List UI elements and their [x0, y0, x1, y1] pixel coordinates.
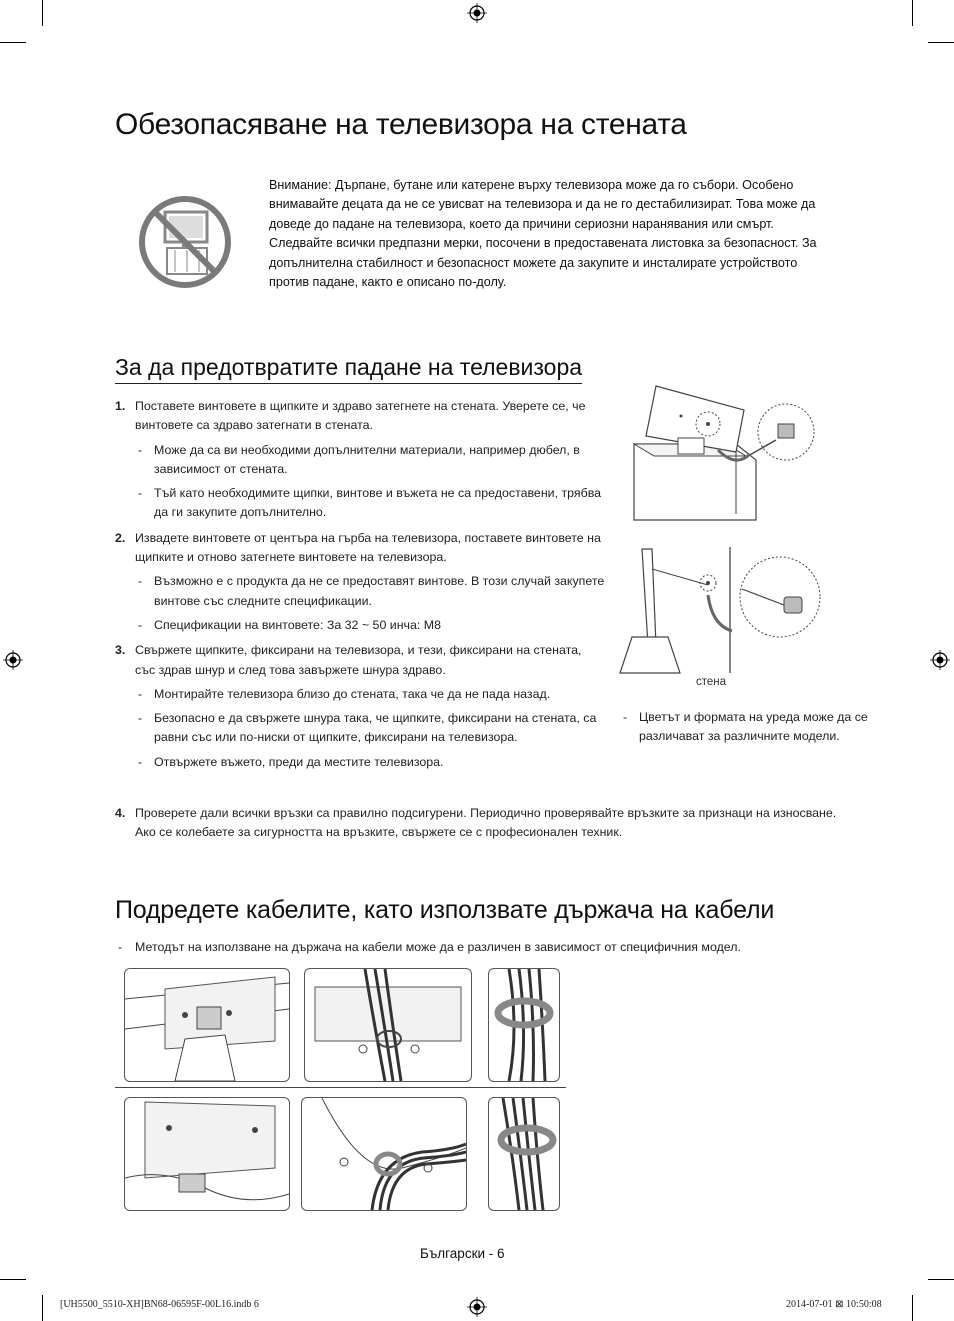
cable-panel-1	[124, 968, 290, 1082]
tv-on-stand-illustration	[626, 384, 826, 526]
registration-mark-icon	[467, 1297, 487, 1317]
footer-file-name: [UH5500_5510-XH]BN68-06595F-00L16.indb 6	[60, 1299, 259, 1310]
step-item	[115, 397, 605, 523]
step-text: Проверете дали всички връзки са правилно подсигурени. Периодично проверявайте връзките за признаци на износване. Ако се колебаете за сигурността на връзките, свържете се с професионален техник.	[135, 806, 837, 840]
crop-mark	[928, 42, 954, 43]
warning-text: Внимание: Дърпане, бутане или катерене върху телевизора може да го събори. Особено внимавайте децата да не се увисват на телевизора и да не го дестабилизират. Това може да доведе до падане на телевизора, което да причини сериозни наранявания или смърт. Следвайте всички предпазни мерки, посочени в предоставената листовка за безопасност. За допълнителна стабилност и безопасност можете да закупите и инсталирате устройството против падане, както е описано по-долу.	[269, 178, 817, 290]
sub-item: - Тъй като необходимите щипки, винтове и въжета не са предоставени, трябва да ги закупите допълнително.	[135, 484, 605, 523]
sub-item: - Спецификации на винтовете: За 32 ~ 50 инча: M8	[135, 616, 605, 635]
registration-mark-icon	[930, 650, 950, 670]
crop-mark	[912, 0, 913, 26]
page-title: Обезопасяване на телевизора на стената	[115, 108, 687, 141]
step-text: Извадете винтовете от центъра на гърба на телевизора, поставете винтовете на щипките и отново затегнете винтовете на телевизора.	[135, 530, 601, 565]
crop-mark	[42, 0, 43, 26]
sub-item: - Безопасно е да свържете шнура така, че щипките, фиксирани на стената, са равни със или по-ниски от щипките, фиксирани на телевизора.	[135, 709, 605, 748]
sub-item: - Отвържете въжето, преди да местите телевизора.	[135, 753, 605, 772]
tv-wall-side-illustration	[612, 545, 822, 675]
step-number: 4.	[115, 806, 126, 820]
step-text: Свържете щипките, фиксирани на телевизора, и тези, фиксирани на стената, със здрав шнур и след това завържете шнура здраво.	[135, 643, 582, 677]
step-number: 3.	[115, 643, 126, 658]
sub-item: - Монтирайте телевизора близо до стената, така че да не пада назад.	[135, 685, 605, 704]
panel-divider	[115, 1087, 566, 1088]
cable-panel-5	[301, 1097, 467, 1211]
registration-mark-icon	[467, 3, 487, 23]
step-number: 1.	[115, 399, 126, 413]
model-variation-note: - Цветът и формата на уреда може да се различават за различните модели.	[623, 708, 874, 747]
cable-panel-4	[124, 1097, 290, 1211]
cable-panel-3	[488, 968, 560, 1082]
step-item	[115, 641, 605, 772]
crop-mark	[0, 42, 26, 43]
sub-item: - Възможно е с продукта да не се предоставят винтове. В този случай закупете винтове със следните спецификации.	[135, 572, 605, 611]
sub-item: - Може да са ви необходими допълнителни материали, например дюбел, в зависимост от стената.	[135, 441, 605, 480]
steps-list	[115, 397, 605, 778]
footer-timestamp: 2014-07-01 ⊠ 10:50:08	[786, 1299, 882, 1310]
no-climbing-tv-icon	[137, 194, 233, 290]
crop-mark	[912, 1295, 913, 1321]
step-text: Поставете винтовете в щипките и здраво затегнете на стената. Уверете се, че винтовете са здраво затегнати в стената.	[135, 399, 586, 433]
crop-mark	[0, 1279, 26, 1280]
cable-panel-6	[488, 1097, 560, 1211]
section-heading-prevent-fall: За да предотвратите падане на телевизора	[115, 354, 582, 384]
step-number: 2.	[115, 530, 126, 545]
step-item	[115, 804, 855, 843]
registration-mark-icon	[3, 650, 23, 670]
step-item	[115, 529, 605, 635]
cable-holder-note: - Методът на използване на държача на кабели може да е различен в зависимост от специфичния модел.	[118, 940, 741, 954]
crop-mark	[928, 1279, 954, 1280]
cable-panel-2	[304, 968, 472, 1082]
section-heading-cable-holder: Подредете кабелите, като използвате държача на кабели	[115, 896, 775, 924]
page-number: Български - 6	[420, 1246, 505, 1261]
wall-label: стена	[696, 676, 727, 688]
crop-mark	[42, 1295, 43, 1321]
